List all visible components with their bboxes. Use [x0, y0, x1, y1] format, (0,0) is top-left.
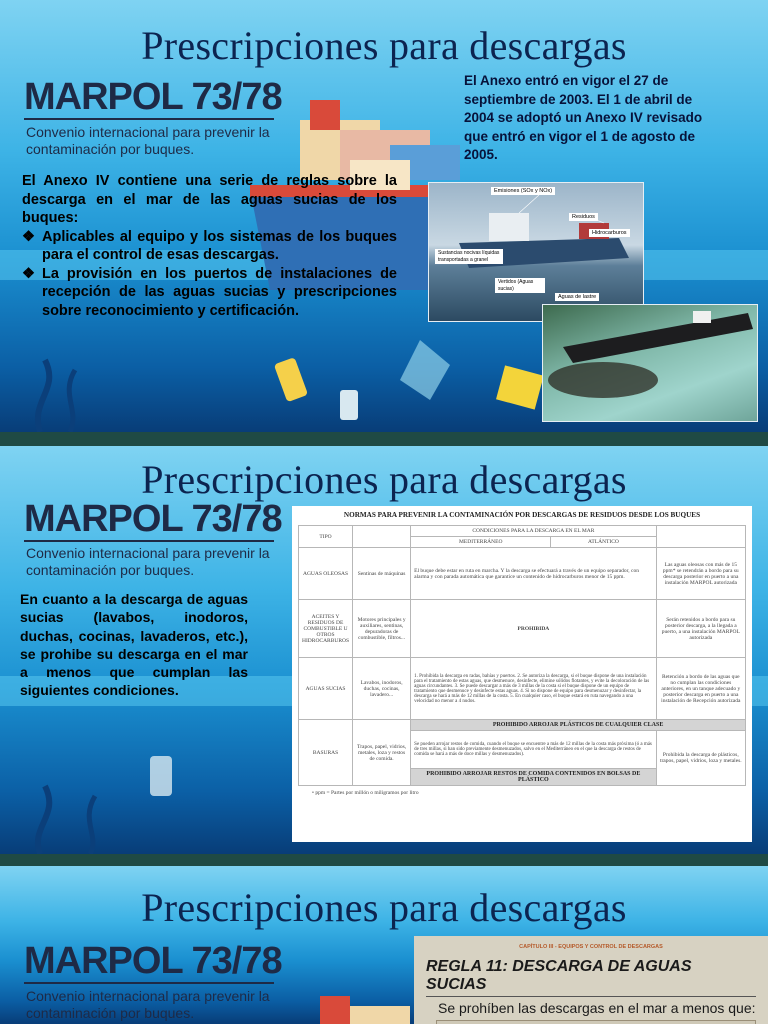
- marpol-underline: [24, 540, 274, 542]
- cargo-ship-illustration: [300, 986, 420, 1024]
- doc-chapter-header: CAPÍTULO III - EQUIPOS Y CONTROL DE DESCARGAS: [519, 944, 663, 950]
- footnote-text: ppm = Partes por millón o miligramos por litro: [315, 790, 419, 796]
- cell-condicion: PROHIBIDA: [411, 600, 656, 658]
- bullet-text: La provisión en los puertos de instalaciones de recepción de las aguas sucias y prescripciones sobre reconocimiento y certificación.: [42, 265, 397, 319]
- anexo-iv-text: [22, 172, 397, 320]
- banner-plasticos: PROHIBIDO ARROJAR PLÁSTICOS DE CUALQUIER CLASE: [411, 720, 746, 731]
- anexo-dates-text: El Anexo entró en vigor el 27 de septiembre de 2003. El 1 de abril de 2004 se adoptó un Anexo IV revisado que entró en vigor el 1 de agosto de 2005.: [464, 73, 703, 162]
- marpol-logo-text: MARPOL 73/78: [24, 940, 282, 982]
- debris-illustration: [0, 726, 290, 854]
- cell-origen: Trapos, papel, vidrios, metales, loza y restos de comida.: [353, 720, 411, 786]
- cell-alternativa: Retención a bordo de las aguas que no cumplan las condiciones anteriores, en un tanque adecuado y posterior descarga en puerto a una instalación de Recepción autorizada: [656, 658, 745, 720]
- convenio-subtitle: Convenio internacional para prevenir la contaminación por buques.: [26, 545, 270, 578]
- cell-condicion: Se pueden arrojar restos de comida, cuando el buque se encuentre a más de 12 millas de la costa más próxima (ó a más de tres millas, si han sido previamente desmenuzados, salvo en el Mediterráneo en el que la descarga de restos de comida se hará a más de doce millas y desmenuzados).: [411, 731, 656, 769]
- header-atlantico: ATLÁNTICO: [551, 537, 656, 548]
- cell-condicion: El buque debe estar en ruta en marcha. Y la descarga se efectuará a través de un equipo separador, con alarma y con parada automática que garantice un contenido de hidrocarburos menor de 15 ppm.: [411, 548, 656, 600]
- header-origen: [353, 526, 411, 548]
- cell-tipo: AGUAS SUCIAS: [299, 658, 353, 720]
- cell-condicion: 1. Prohibida la descarga en radas, bahías y puertos. 2. Se autoriza la descarga, si el buque dispone de una instalación para el tratamiento de estas aguas, que desmenuce, desinfecte, elimine sólidos flotantes, y evite la decoloración de las aguas circundantes. 3. Se puede descargar a más de 3 millas de la costa si el buque dispone de un equipo de tratamiento que desmenuce y desinfecte estas aguas. 4. Si no dispone de equipo para desmenuzar y desinfectar, la descarga se hará a más de 12 millas de la costa. 5. En cualquier caso, el buque estará en ruta navegando a una velocidad no menor a 4 nudos.: [411, 658, 656, 720]
- slide-3: [0, 866, 768, 1024]
- cell-tipo: AGUAS OLEOSAS: [299, 548, 353, 600]
- header-condiciones: CONDICIONES PARA LA DESCARGA EN EL MAR: [411, 526, 656, 537]
- bullet-text: Aplicables al equipo y los sistemas de los buques para el control de esas descargas.: [42, 228, 397, 263]
- regla-11-subtitle: Se prohíben las descargas en el mar a menos que:: [438, 1000, 756, 1016]
- marpol-underline: [24, 118, 274, 120]
- cell-origen: Motores principales y auxiliares, sentinas, depuradoras de combustible, filtros...: [353, 600, 411, 658]
- diamond-bullet-icon: ❖: [22, 228, 35, 245]
- cell-origen: Sentinas de máquinas: [353, 548, 411, 600]
- table-header-row: [299, 526, 746, 537]
- doc-table-top: [436, 1020, 756, 1024]
- regla-11-document: [414, 936, 768, 1024]
- aguas-sucias-text: En cuanto a la descarga de aguas sucias (lavabos, inodoros, duchas, cocinas, lavaderos, etc.), se prohibe su descarga en el mar a menos que cumplan las siguientes condiciones.: [20, 591, 248, 699]
- diagram-label-aguas-lastre: Aguas de lastre: [555, 293, 599, 301]
- cell-alternativa: Serán retenidos a bordo para su posterior descarga, a la llegada a puerto, a una instalación MARPOL autorizada: [656, 600, 745, 658]
- cell-alternativa: Prohibida la descarga de plásticos, trapos, papel, vidrios, loza y metales.: [656, 731, 745, 786]
- table-footnote: • ppm = Partes por millón o miligramos por litro: [312, 790, 419, 796]
- header-alternativa: [656, 526, 745, 548]
- slide-title: Prescripciones para descargas: [141, 23, 627, 68]
- marpol-logo-text: MARPOL 73/78: [24, 498, 282, 540]
- cell-tipo: BASURAS: [299, 720, 353, 786]
- table-row: [299, 600, 746, 658]
- table-row: [299, 720, 746, 731]
- header-mediterraneo: MEDITERRÁNEO: [411, 537, 551, 548]
- marpol-logo-text: MARPOL 73/78: [24, 76, 282, 118]
- convenio-subtitle: Convenio internacional para prevenir la contaminación por buques.: [26, 124, 270, 157]
- stranded-ship-photo: [542, 304, 758, 422]
- slide-2: [0, 446, 768, 854]
- diagram-label-vertidos: Vertidos (Aguas sucias): [495, 278, 545, 293]
- table-title: NORMAS PARA PREVENIR LA CONTAMINACIÓN POR DESCARGAS DE RESIDUOS DESDE LOS BUQUES: [343, 511, 701, 519]
- doc-divider: [426, 996, 756, 997]
- ship-pollution-diagram: [428, 182, 644, 322]
- table-row: [299, 658, 746, 720]
- cell-alternativa: Las aguas oleosas con más de 15 ppm* se retendrán a bordo para su descarga posterior en puerto a una instalación MARPOL autorizada: [656, 548, 745, 600]
- debris-illustration: [270, 330, 570, 430]
- normas-table: [298, 525, 746, 786]
- header-tipo: TIPO: [299, 526, 353, 548]
- slide-1: [0, 0, 768, 432]
- convenio-subtitle: Convenio internacional para prevenir la contaminación por buques.: [26, 988, 270, 1021]
- regla-11-title: REGLA 11: DESCARGA DE AGUAS SUCIAS: [426, 958, 692, 993]
- table-row: [299, 548, 746, 600]
- banner-bolsas: PROHIBIDO ARROJAR RESTOS DE COMIDA CONTENIDOS EN BOLSAS DE PLÁSTICO: [411, 769, 656, 786]
- diagram-label-residuos: Residuos: [569, 213, 598, 221]
- diagram-label-sustancias: Sustancias nocivas líquidas transportadas a granel: [435, 249, 503, 264]
- diagram-label-hidrocarburos: Hidrocarburos: [589, 229, 630, 237]
- stranded-ship-drawing: [543, 305, 757, 421]
- bullet-item: [22, 265, 397, 321]
- bullet-item: [22, 228, 397, 265]
- anexo-iv-intro: El Anexo IV contiene una serie de reglas sobre la descarga en el mar de las aguas sucias de los buques:: [22, 173, 397, 226]
- cell-origen: Lavabos, inodoros, duchas, cocinas, lavadero...: [353, 658, 411, 720]
- cell-tipo: ACEITES Y RESIDUOS DE COMBUSTIBLE U OTROS HIDROCARBUROS: [299, 600, 353, 658]
- slide-title: Prescripciones para descargas: [141, 885, 627, 930]
- marpol-underline: [24, 982, 274, 984]
- slide-title: Prescripciones para descargas: [141, 457, 627, 502]
- normas-table-document: [292, 506, 752, 842]
- diamond-bullet-icon: ❖: [22, 265, 35, 282]
- diagram-label-emisiones: Emisiones (SOx y NOx): [491, 187, 555, 195]
